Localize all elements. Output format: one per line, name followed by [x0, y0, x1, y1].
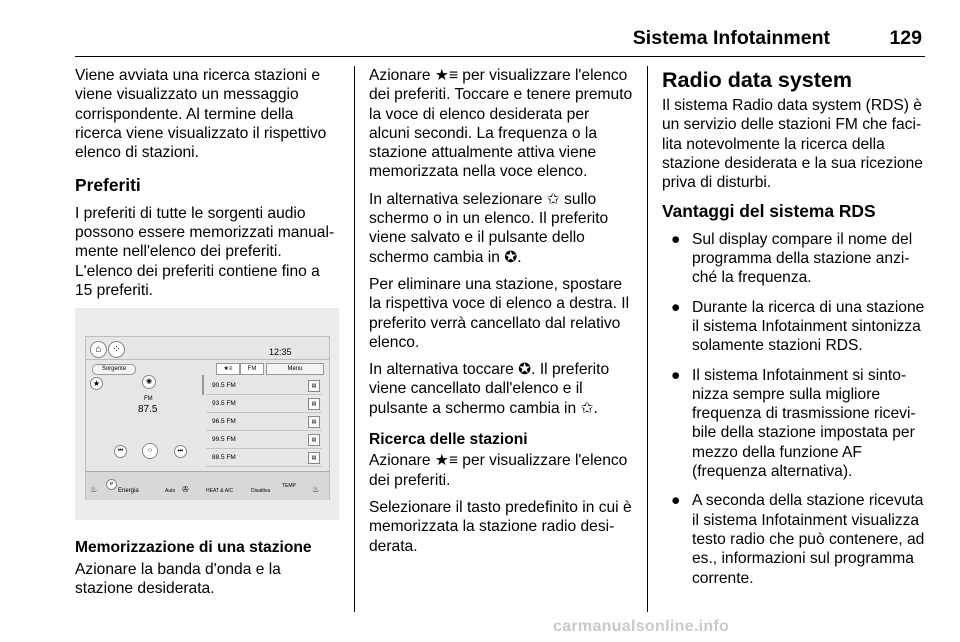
station-band-label: FM [144, 396, 153, 403]
section-title-rds: Radio data system [662, 68, 852, 92]
bullet-item: ● Durante la ricerca di una stazione il sistema Infotainment sintonizza solamente stazioni RDS. [671, 298, 925, 355]
seat-icon: ♨ [90, 485, 98, 495]
source-button: Sorgente [92, 364, 136, 375]
paragraph: L'elenco dei preferiti contiene fino a 15 preferiti. [75, 262, 320, 299]
page-header [75, 18, 925, 57]
favorites-list-icon: ★≡ [216, 363, 240, 375]
seek-back-icon: ⏮ [114, 445, 127, 458]
column-3 [662, 66, 927, 598]
paragraph: Azionare ★≡ per visualizzare l'elenco dei preferiti. [369, 452, 628, 489]
column-divider [354, 66, 355, 612]
station-icon: ▤ [308, 416, 320, 428]
watermark: carmanualsonline.info [553, 618, 730, 635]
tab-menu: Menu [266, 363, 324, 375]
favorite-star-icon: ★ [90, 377, 103, 390]
column-2 [369, 66, 633, 564]
bullet-item: ● Sul display compare il nome del programma della stazione anziché la frequenza. [671, 230, 913, 287]
auto-label: Auto [165, 488, 176, 495]
station-icon: ▤ [308, 398, 320, 410]
screen-display [85, 336, 330, 500]
paragraph: Azionare la banda d'onda e la stazione desiderata. [75, 560, 281, 597]
station-icon: ▤ [308, 452, 320, 464]
climate-bar [86, 471, 329, 500]
heading-preferiti: Preferiti [75, 175, 141, 196]
temp-label: TEMP [282, 483, 296, 490]
home-icon: ⌂ [90, 341, 107, 358]
station-row: 88.5 FM ▤ [206, 449, 322, 467]
infotainment-screenshot [75, 308, 339, 520]
tab-fm: FM [240, 363, 264, 375]
frequency-display: 87.5 [138, 404, 158, 416]
seat-icon: ♨ [312, 485, 320, 495]
header-title: Sistema Infotainment [632, 27, 830, 49]
paragraph: Per eliminare una stazione, spostare la rispettiva voce di elenco a destra. Il preferito verrà cancellato dal relativo elenco. [369, 275, 630, 351]
clock: 12:35 [269, 347, 292, 358]
heading-vantaggi: Vantaggi del sistema RDS [662, 201, 876, 222]
bullet-icon: ● [671, 366, 681, 384]
paragraph: In alternativa selezionare ✩ sullo schermo o in un elenco. Il preferito viene salvato e il pulsante dello schermo cambia in ✪. [369, 190, 609, 266]
defrost-label: Disattiva [251, 488, 271, 495]
heading-ricerca: Ricerca delle stazioni [369, 431, 528, 449]
bullet-icon: ● [671, 492, 681, 510]
seek-forward-icon: ⏭ [174, 445, 187, 458]
bullet-icon: ● [671, 230, 681, 248]
station-icon: ▤ [308, 380, 320, 392]
paragraph: Azionare ★≡ per visualizzare l'elenco dei preferiti. Toccare e tenere premuto la voce di elenco desiderata per alcuni secondi. La frequenza o la stazione attualmente attiva viene memorizzata nella voce elenco. [369, 67, 633, 181]
divider [86, 359, 329, 360]
paragraph: Selezionare il tasto predefinito in cui è memorizzata la stazione radio desiderata. [369, 498, 632, 555]
station-icon: ▤ [308, 434, 320, 446]
fan-icon: ✇ [182, 485, 189, 495]
keypad-icon: ⁘ [142, 443, 158, 459]
apps-icon: ⁘ [108, 341, 125, 358]
eco-icon: ℯ [106, 479, 117, 490]
station-row: 90.5 FM ▤ [206, 377, 322, 395]
page-number: 129 [889, 27, 922, 49]
radio-station-icon: ◉ [142, 375, 156, 389]
scrollbar [202, 375, 204, 395]
station-row: 96.5 FM ▤ [206, 413, 322, 431]
bullet-item: ● A seconda della stazione ricevuta il sistema Infotainment visualizza testo radio che può contenere, ad es., informazioni sul programma corrente. [671, 492, 925, 587]
bullet-icon: ● [671, 298, 681, 316]
column-divider [647, 66, 648, 612]
heading-memorizzazione: Memorizzazione di una stazione [75, 539, 312, 557]
intro-paragraph: Viene avviata una ricerca stazioni e viene visualizzato un messaggio corrispondente. Al termine della ricerca viene visualizzato il rispettivo elenco di stazioni. [75, 67, 327, 162]
station-row: 93.5 FM ▤ [206, 395, 322, 413]
station-row: 99.5 FM ▤ [206, 431, 322, 449]
column-1 [75, 66, 340, 606]
heat-ac-label: HEAT & A/C [206, 488, 234, 495]
paragraph: Il sistema Radio data system (RDS) è un servizio delle stazioni FM che facilita notevolmente la ricerca della stazione desiderata e la sua ricezione priva di disturbi. [662, 97, 923, 192]
paragraph: I preferiti di tutte le sorgenti audio possono essere memorizzati manualmente nell'elenco dei preferiti. [75, 204, 335, 261]
energy-label: Energia [118, 488, 139, 495]
paragraph: In alternativa toccare ✪. Il preferito viene cancellato dall'elenco e il pulsante a schermo cambia in ✩. [369, 361, 610, 417]
bullet-item: ● Il sistema Infotainment si sintonizza sempre sulla migliore frequenza di trasmissione ricevibile della stazione impostata per mezzo della funzione AF (frequenza alternativa). [671, 366, 916, 481]
